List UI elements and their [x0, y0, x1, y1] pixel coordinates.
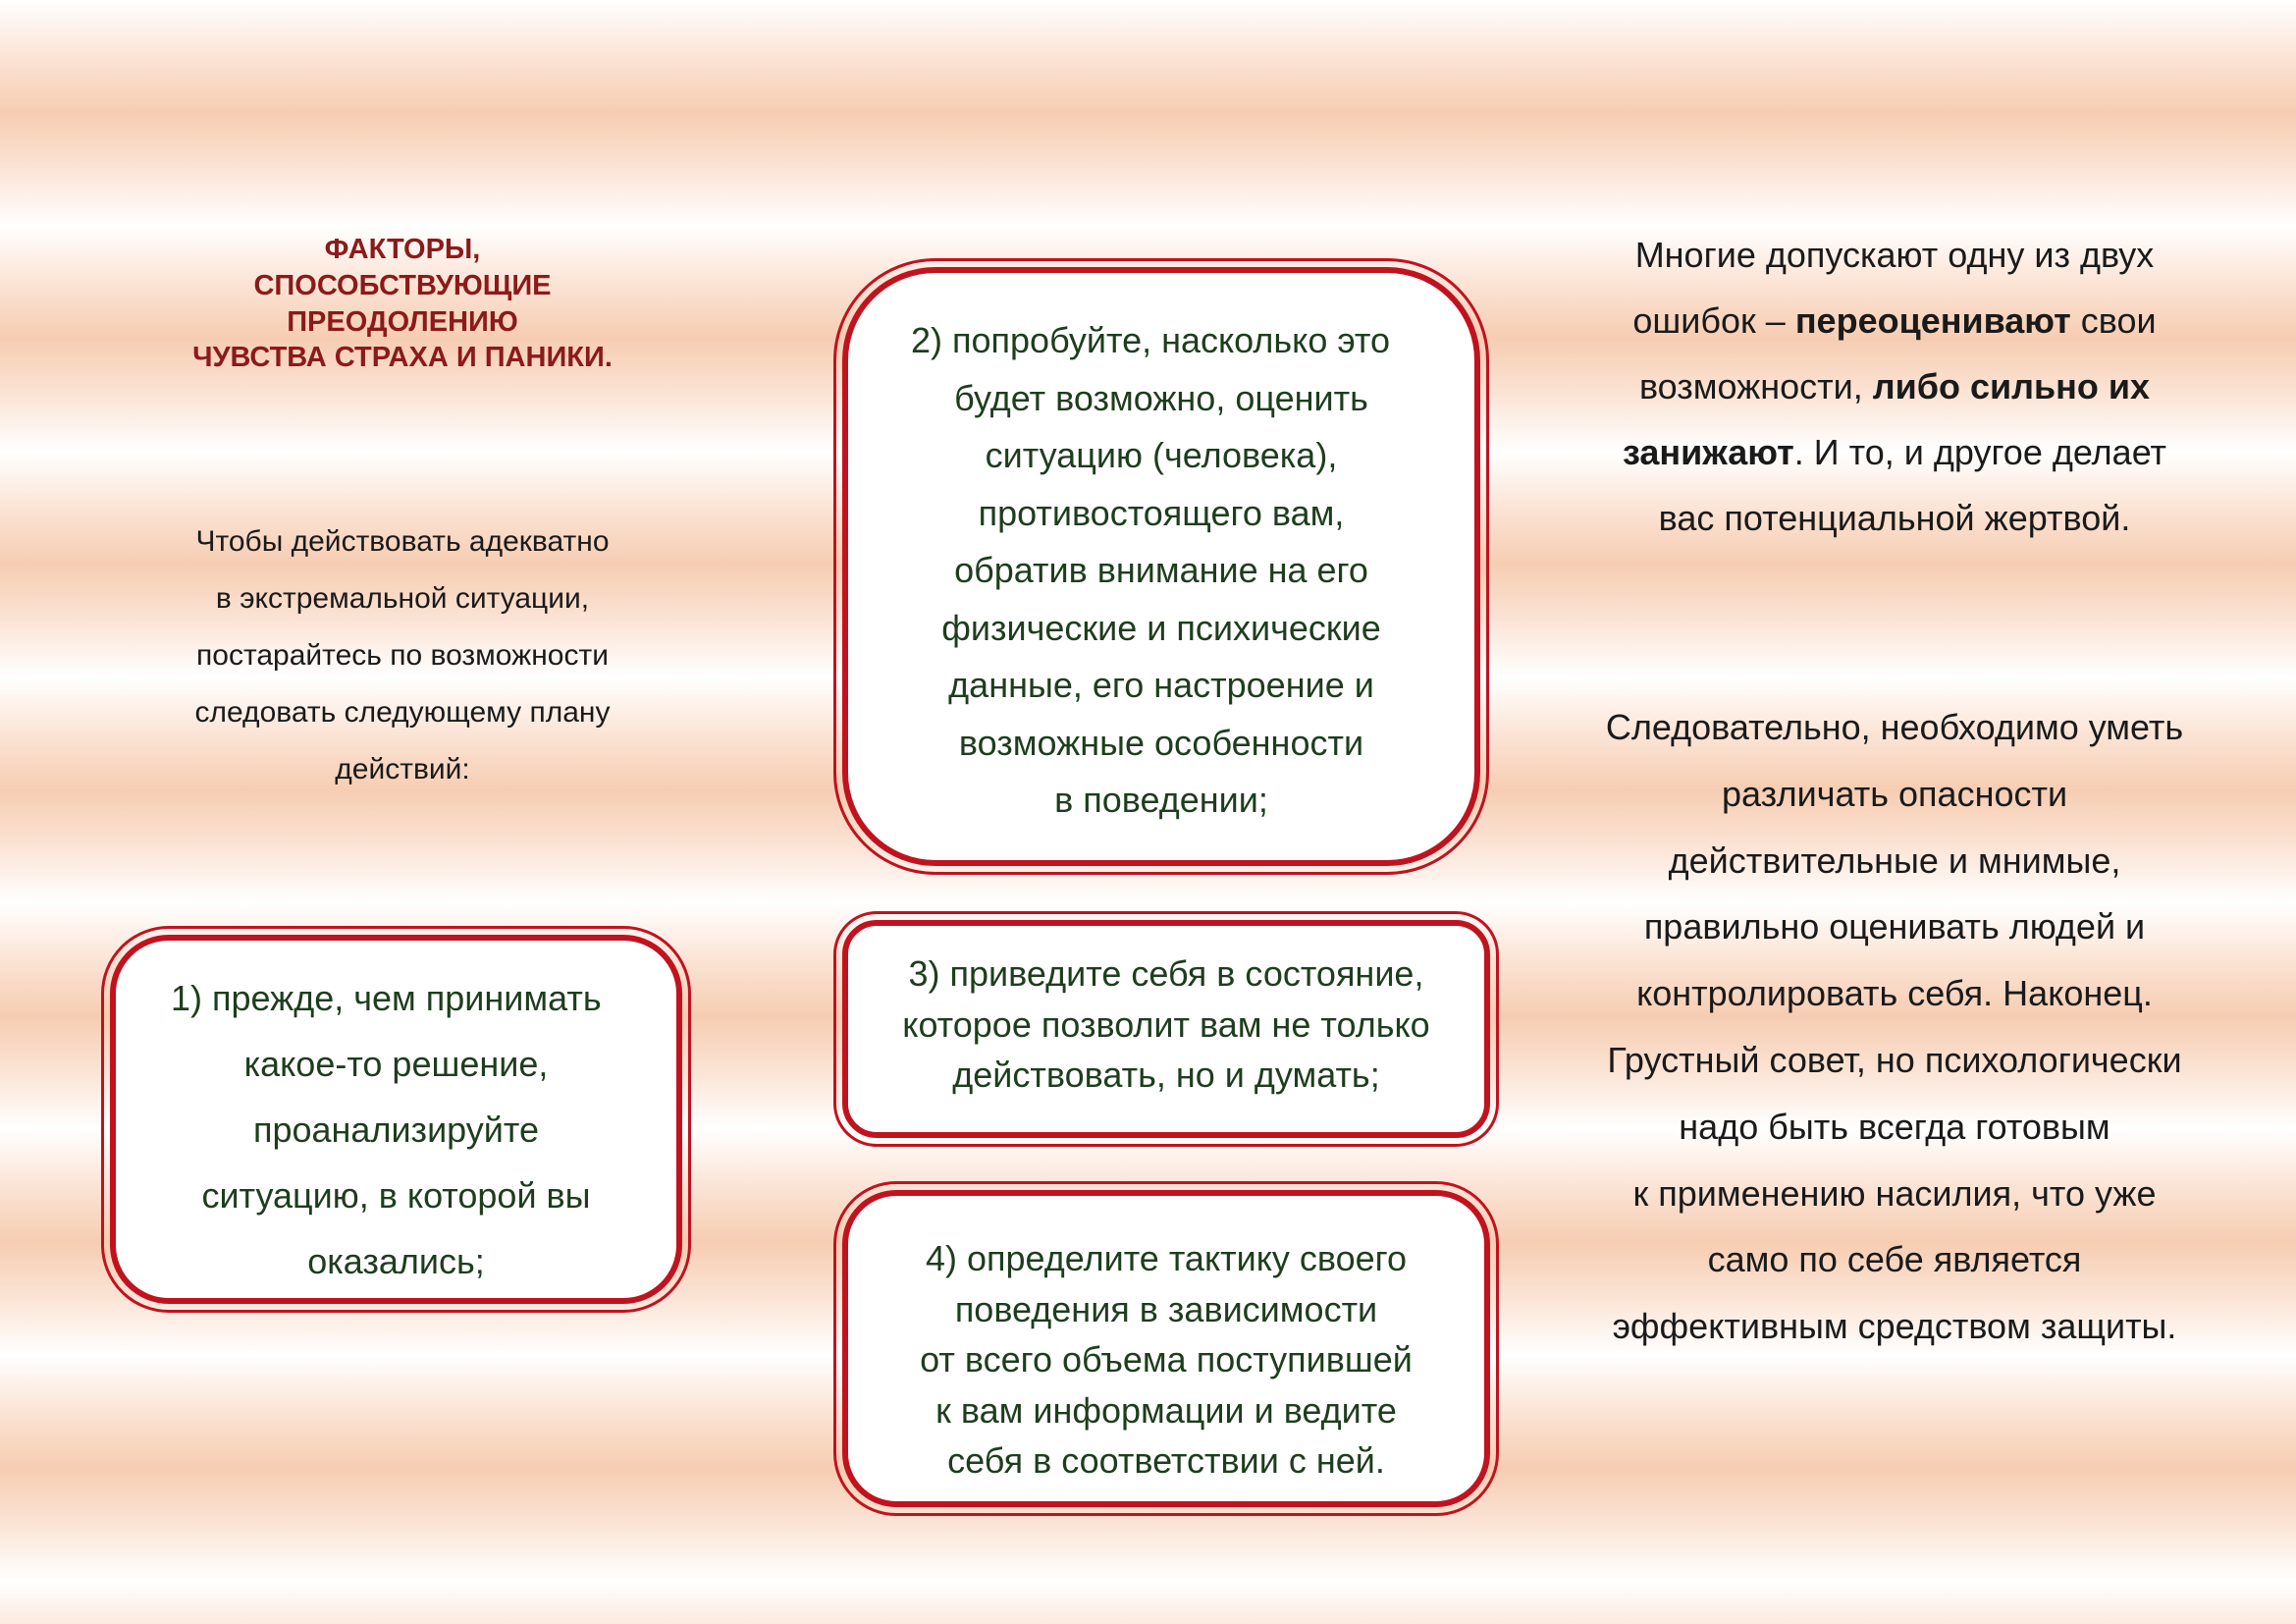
step-line: 2) попробуйте, насколько это [911, 320, 1391, 360]
step-line: обратив внимание на его [954, 550, 1368, 590]
intro-line: постарайтесь по возможности [196, 639, 609, 672]
step-line: себя в соответствии с ней. [947, 1440, 1385, 1481]
paragraph-line [1551, 288, 2238, 353]
paragraph-line [1551, 353, 2238, 419]
text-run: ошибок – [1632, 300, 1795, 341]
paragraph-line: эффективным средством защиты. [1612, 1306, 2177, 1347]
step-line: 1) прежде, чем принимать [171, 978, 602, 1018]
step-1-box [110, 935, 682, 1304]
step-line: ситуацию, в которой вы [201, 1175, 591, 1216]
step-line: в поведении; [1054, 780, 1268, 820]
title-line: ФАКТОРЫ, [324, 234, 481, 265]
intro-line: в экстремальной ситуации, [215, 582, 590, 615]
text-run: . И то, и другое делает [1793, 432, 2167, 472]
paragraph-line: Грустный совет, но психологически [1607, 1039, 2182, 1080]
conclusion-paragraph [1551, 694, 2238, 1360]
paragraph-line: действительные и мнимые, [1668, 839, 2121, 881]
step-line: оказались; [307, 1241, 485, 1281]
paragraph-line: различать опасности [1721, 773, 2068, 814]
intro-line: Чтобы действовать адекватно [195, 525, 610, 558]
errors-paragraph [1551, 222, 2238, 551]
paragraph-line [1551, 419, 2238, 485]
step-line: действовать, но и думать; [952, 1055, 1380, 1095]
step-line: возможные особенности [958, 722, 1364, 763]
emphasis-text: переоценивают [1794, 300, 2071, 341]
paragraph-line: Следовательно, необходимо уметь [1605, 707, 2184, 747]
text-run: возможности, [1638, 366, 1873, 406]
title-line: ПРЕОДОЛЕНИЮ [287, 305, 518, 338]
title-line: ЧУВСТВА СТРАХА И ПАНИКИ. [192, 342, 613, 374]
page-title [108, 232, 697, 376]
step-line: противостоящего вам, [978, 492, 1345, 533]
paragraph-line: само по себе является [1707, 1239, 2082, 1280]
step-2-box [842, 267, 1480, 866]
intro-paragraph [137, 514, 667, 798]
paragraph-line: к применению насилия, что уже [1632, 1172, 2157, 1214]
intro-line: действий: [335, 753, 470, 785]
step-line: от всего объема поступившей [920, 1339, 1413, 1380]
step-line: проанализируйте [252, 1110, 540, 1150]
emphasis-text: либо сильно их [1872, 366, 2151, 406]
step-line: к вам информации и ведите [935, 1389, 1397, 1431]
step-line: данные, его настроение и [948, 665, 1374, 705]
paragraph-line: правильно оценивать людей и [1643, 906, 2146, 947]
emphasis-text: занижают [1622, 432, 1794, 472]
step-line: 3) приведите себя в состояние, [908, 953, 1424, 994]
step-line: поведения в зависимости [954, 1288, 1378, 1329]
step-line: ситуацию (человека), [985, 435, 1338, 475]
step-line: 4) определите тактику своего [926, 1238, 1407, 1278]
paragraph-line: контролировать себя. Наконец. [1636, 973, 2153, 1014]
paragraph-line: вас потенциальной жертвой. [1658, 498, 2131, 538]
paragraph-line: надо быть всегда готовым [1679, 1106, 2110, 1147]
step-line: какое-то решение, [243, 1044, 549, 1084]
step-4-box [842, 1190, 1490, 1507]
step-line: будет возможно, оценить [954, 377, 1368, 418]
step-line: которое позволит вам не только [902, 1003, 1430, 1045]
text-run: свои [2070, 300, 2157, 341]
title-line: СПОСОБСТВУЮЩИЕ [253, 269, 552, 301]
step-3-box [842, 920, 1490, 1138]
paragraph-line: Многие допускают одну из двух [1634, 235, 2155, 275]
intro-line: следовать следующему плану [194, 696, 611, 729]
step-line: физические и психические [941, 607, 1381, 648]
